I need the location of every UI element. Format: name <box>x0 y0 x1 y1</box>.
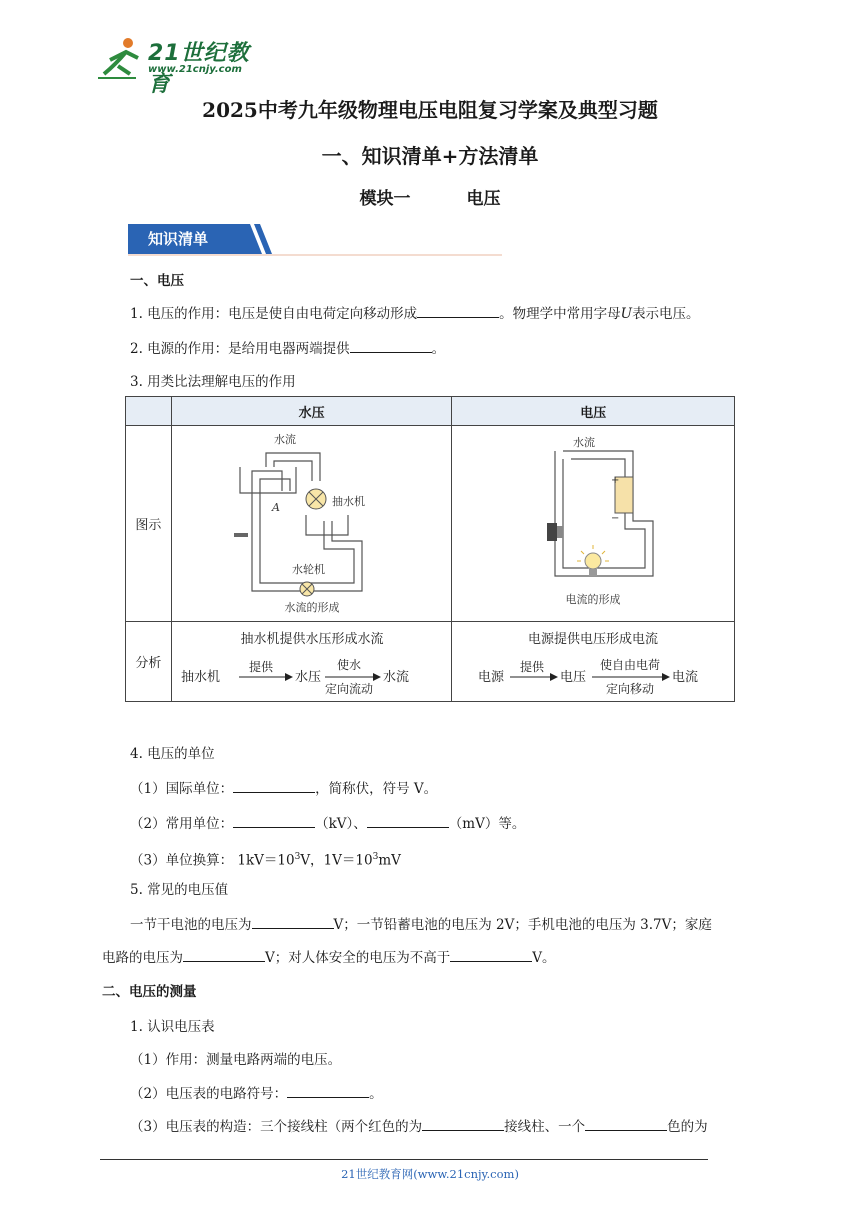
answer-blank[interactable] <box>367 813 449 828</box>
footer-divider <box>100 1159 708 1160</box>
si-unit-line: （1）国际单位： ，简称伏，符号 V。 <box>130 778 437 799</box>
banner-label: 知识清单 <box>148 230 209 248</box>
header-water: 水压 <box>171 397 452 426</box>
logo-url: www.21cnjy.com <box>148 64 242 75</box>
water-figure-caption: 水流的形成 <box>284 600 340 614</box>
power-source-line: 2. 电源的作用：是给用电器两端提供 。 <box>130 338 445 359</box>
answer-blank[interactable] <box>252 914 334 929</box>
flow-end: 电流 <box>672 669 699 685</box>
water-circuit-diagram <box>212 431 412 617</box>
voltage-figure-caption: 电流的形成 <box>565 592 621 606</box>
arrow1-label: 提供 <box>248 659 273 674</box>
analogy-table <box>125 396 735 702</box>
section-banner <box>128 222 502 258</box>
footer-link[interactable]: 21世纪教育网(www.21cnjy.com) <box>341 1167 519 1181</box>
flow-source: 抽水机 <box>180 669 220 685</box>
voltage-figure-cell <box>452 426 735 622</box>
minus-label: − <box>611 512 620 524</box>
row-label-figure: 图示 <box>126 426 172 622</box>
module-name: 电压 <box>466 189 501 209</box>
arrow2-bottom-label: 定向流动 <box>324 681 373 696</box>
common-values-line1: 一节干电池的电压为 V；一节铅蓄电池的电压为 2V；手机电池的电压为 3.7V；家庭 <box>130 914 712 935</box>
water-analysis-cell <box>171 622 452 702</box>
arrow2-bottom-label: 定向移动 <box>606 681 655 696</box>
voltage-analysis-flow <box>458 625 728 699</box>
answer-blank[interactable] <box>350 338 432 353</box>
voltage-analysis-line: 电源提供电压形成电流 <box>528 631 659 647</box>
answer-blank[interactable] <box>287 1083 369 1098</box>
analogy-line: 3. 用类比法理解电压的作用 <box>130 374 296 390</box>
common-unit-line: （2）常用单位： （kV）、 （mV）等。 <box>130 813 525 834</box>
answer-blank[interactable] <box>450 947 532 962</box>
answer-blank[interactable] <box>233 813 315 828</box>
voltmeter-structure-line: （3）电压表的构造：三个接线柱（两个红色的为 接线柱、一个 色的为 <box>130 1116 708 1137</box>
water-flow-label: 水流 <box>273 432 296 446</box>
flow-source: 电源 <box>478 669 505 685</box>
answer-blank[interactable] <box>183 947 265 962</box>
water-analysis-line: 抽水机提供水压形成水流 <box>240 631 384 647</box>
turbine-label: 水轮机 <box>291 562 325 576</box>
answer-blank[interactable] <box>585 1116 667 1131</box>
row-label-analysis: 分析 <box>126 622 172 702</box>
flow-end: 水流 <box>382 669 409 685</box>
voltage-role-line: 1. 电压的作用：电压是使自由电荷定向移动形成 。物理学中常用字母U表示电压。 <box>130 303 700 324</box>
module-heading <box>0 184 860 209</box>
arrow2-top-label: 使自由电荷 <box>600 657 661 672</box>
units-heading: 4. 电压的单位 <box>130 746 215 762</box>
page-title: 2025中考九年级物理电压电阻复习学案及典型习题 <box>202 98 658 122</box>
runner-logo-icon <box>96 34 146 80</box>
common-values-heading: 5. 常见的电压值 <box>130 882 229 898</box>
water-analysis-flow <box>177 625 447 699</box>
flow-mid: 水压 <box>294 669 321 685</box>
voltmeter-function: （1）作用：测量电路两端的电压。 <box>130 1052 342 1068</box>
answer-blank[interactable] <box>417 303 499 318</box>
module-label: 模块一 <box>359 189 411 209</box>
common-values-line2: 电路的电压为 V；对人体安全的电压为不高于 V。 <box>102 947 556 968</box>
voltmeter-heading: 1. 认识电压表 <box>130 1019 215 1035</box>
answer-blank[interactable] <box>233 778 315 793</box>
flow-mid: 电压 <box>560 669 587 685</box>
site-logo <box>96 34 266 97</box>
table-corner <box>126 397 172 426</box>
arrow2-top-label: 使水 <box>336 657 361 672</box>
electric-flow-label: 水流 <box>573 435 596 449</box>
unit-conversion-line: （3）单位换算： $1kV=10^3V$，$1V=10^3mV$ <box>130 852 401 869</box>
answer-blank[interactable] <box>422 1116 504 1131</box>
plus-label: + <box>611 474 620 486</box>
water-figure-cell <box>171 426 452 622</box>
electric-circuit-diagram <box>493 431 693 617</box>
section2-heading: 二、电压的测量 <box>102 984 197 1000</box>
point-a-label: A <box>271 500 280 514</box>
header-voltage: 电压 <box>452 397 735 426</box>
section1-heading: 一、电压 <box>130 273 184 289</box>
pump-label: 抽水机 <box>331 494 365 508</box>
arrow1-label: 提供 <box>520 659 545 674</box>
logo-text: 21世纪教育 <box>148 41 250 97</box>
voltage-analysis-cell <box>452 622 735 702</box>
page-subtitle: 一、知识清单+方法清单 <box>321 144 539 168</box>
voltmeter-symbol-line: （2）电压表的电路符号： 。 <box>130 1083 383 1104</box>
